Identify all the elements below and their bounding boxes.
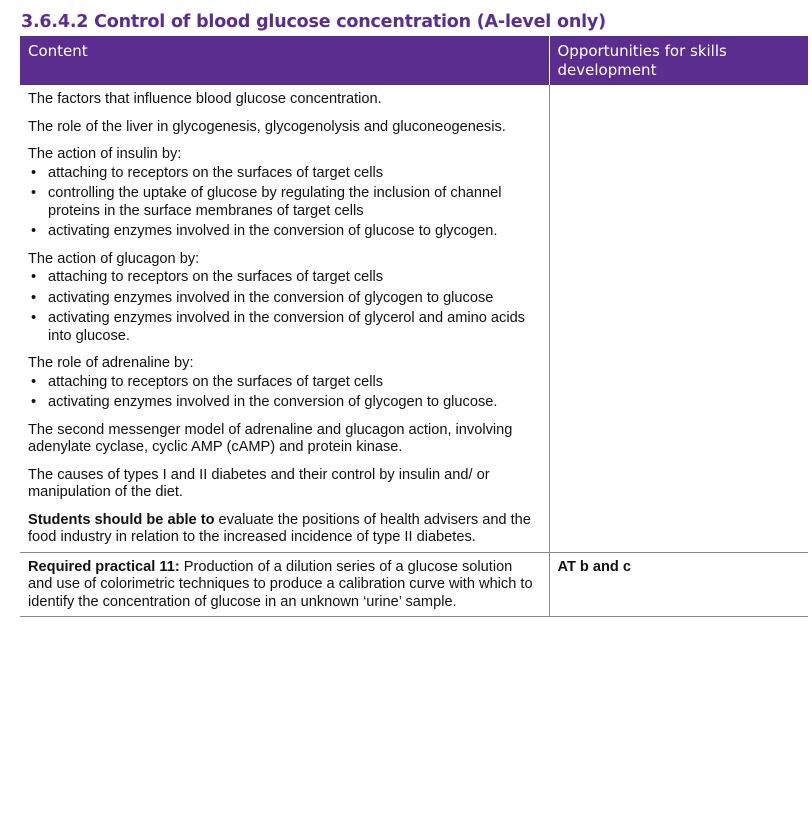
list-item: • activating enzymes involved in the conversion of glucose to glycogen. [28, 223, 541, 241]
practical-content-cell [20, 552, 549, 617]
list-item: • activating enzymes involved in the conversion of glycogen to glucose. [28, 394, 541, 412]
table-header-row [20, 36, 808, 85]
content-cell [20, 85, 549, 552]
list-item: • controlling the uptake of glucose by regulating the inclusion of channel proteins in the surface membranes of target cells [28, 185, 541, 220]
header-content: Content [20, 36, 549, 85]
list-item: • attaching to receptors on the surfaces of target cells [28, 269, 541, 287]
glucagon-lead: The action of glucagon by: [28, 250, 200, 267]
paragraph-required-practical [28, 559, 541, 612]
paragraph-liver-role: The role of the liver in glycogenesis, glycogenolysis and gluconeogenesis. [28, 118, 506, 135]
insulin-lead: The action of insulin by: [28, 146, 182, 162]
skills-cell [549, 85, 808, 552]
required-practical-label: Required practical 11: [28, 558, 180, 575]
list-item: • activating enzymes involved in the conversion of glycogen to glucose [28, 290, 541, 308]
students-should-label: Students should be able to [28, 511, 215, 528]
glucagon-bullet-list [28, 269, 541, 345]
paragraph-second-messenger: The second messenger model of adrenaline and glucagon action, involving adenylate cyclase, cyclic AMP (cAMP) and protein kinase. [28, 421, 513, 455]
paragraph-factors: The factors that influence blood glucose concentration. [28, 91, 382, 107]
table-row [20, 85, 808, 552]
insulin-bullet-list [28, 165, 541, 241]
skills-at-label: AT b and c [557, 558, 632, 575]
paragraph-students-evaluate [28, 512, 541, 547]
table-row [20, 552, 808, 617]
document-page [21, 8, 803, 617]
adrenaline-bullet-list [28, 374, 541, 412]
specification-table [20, 36, 808, 617]
adrenaline-lead: The role of adrenaline by: [28, 355, 194, 371]
required-practical-text: Production of a dilution series of a glucose solution and use of colorimetric techniques to produce a calibration curve with which to identify the concentration of glucose in an unknown ‘urine’ sample. [28, 558, 533, 610]
list-item: • activating enzymes involved in the conversion of glycerol and amino acids into glucose. [28, 310, 541, 345]
list-item: • attaching to receptors on the surfaces of target cells [28, 165, 541, 183]
students-evaluate-text: evaluate the positions of health advisers and the food industry in relation to the increased incidence of type II diabetes. [28, 511, 531, 545]
practical-skills-cell [549, 552, 808, 617]
section-title: 3.6.4.2 Control of blood glucose concentration (A-level only) [21, 12, 606, 32]
paragraph-diabetes: The causes of types I and II diabetes and their control by insulin and/ or manipulation of the diet. [28, 466, 490, 500]
header-skills: Opportunities for skills development [549, 36, 808, 85]
list-item: • attaching to receptors on the surfaces of target cells [28, 374, 541, 392]
